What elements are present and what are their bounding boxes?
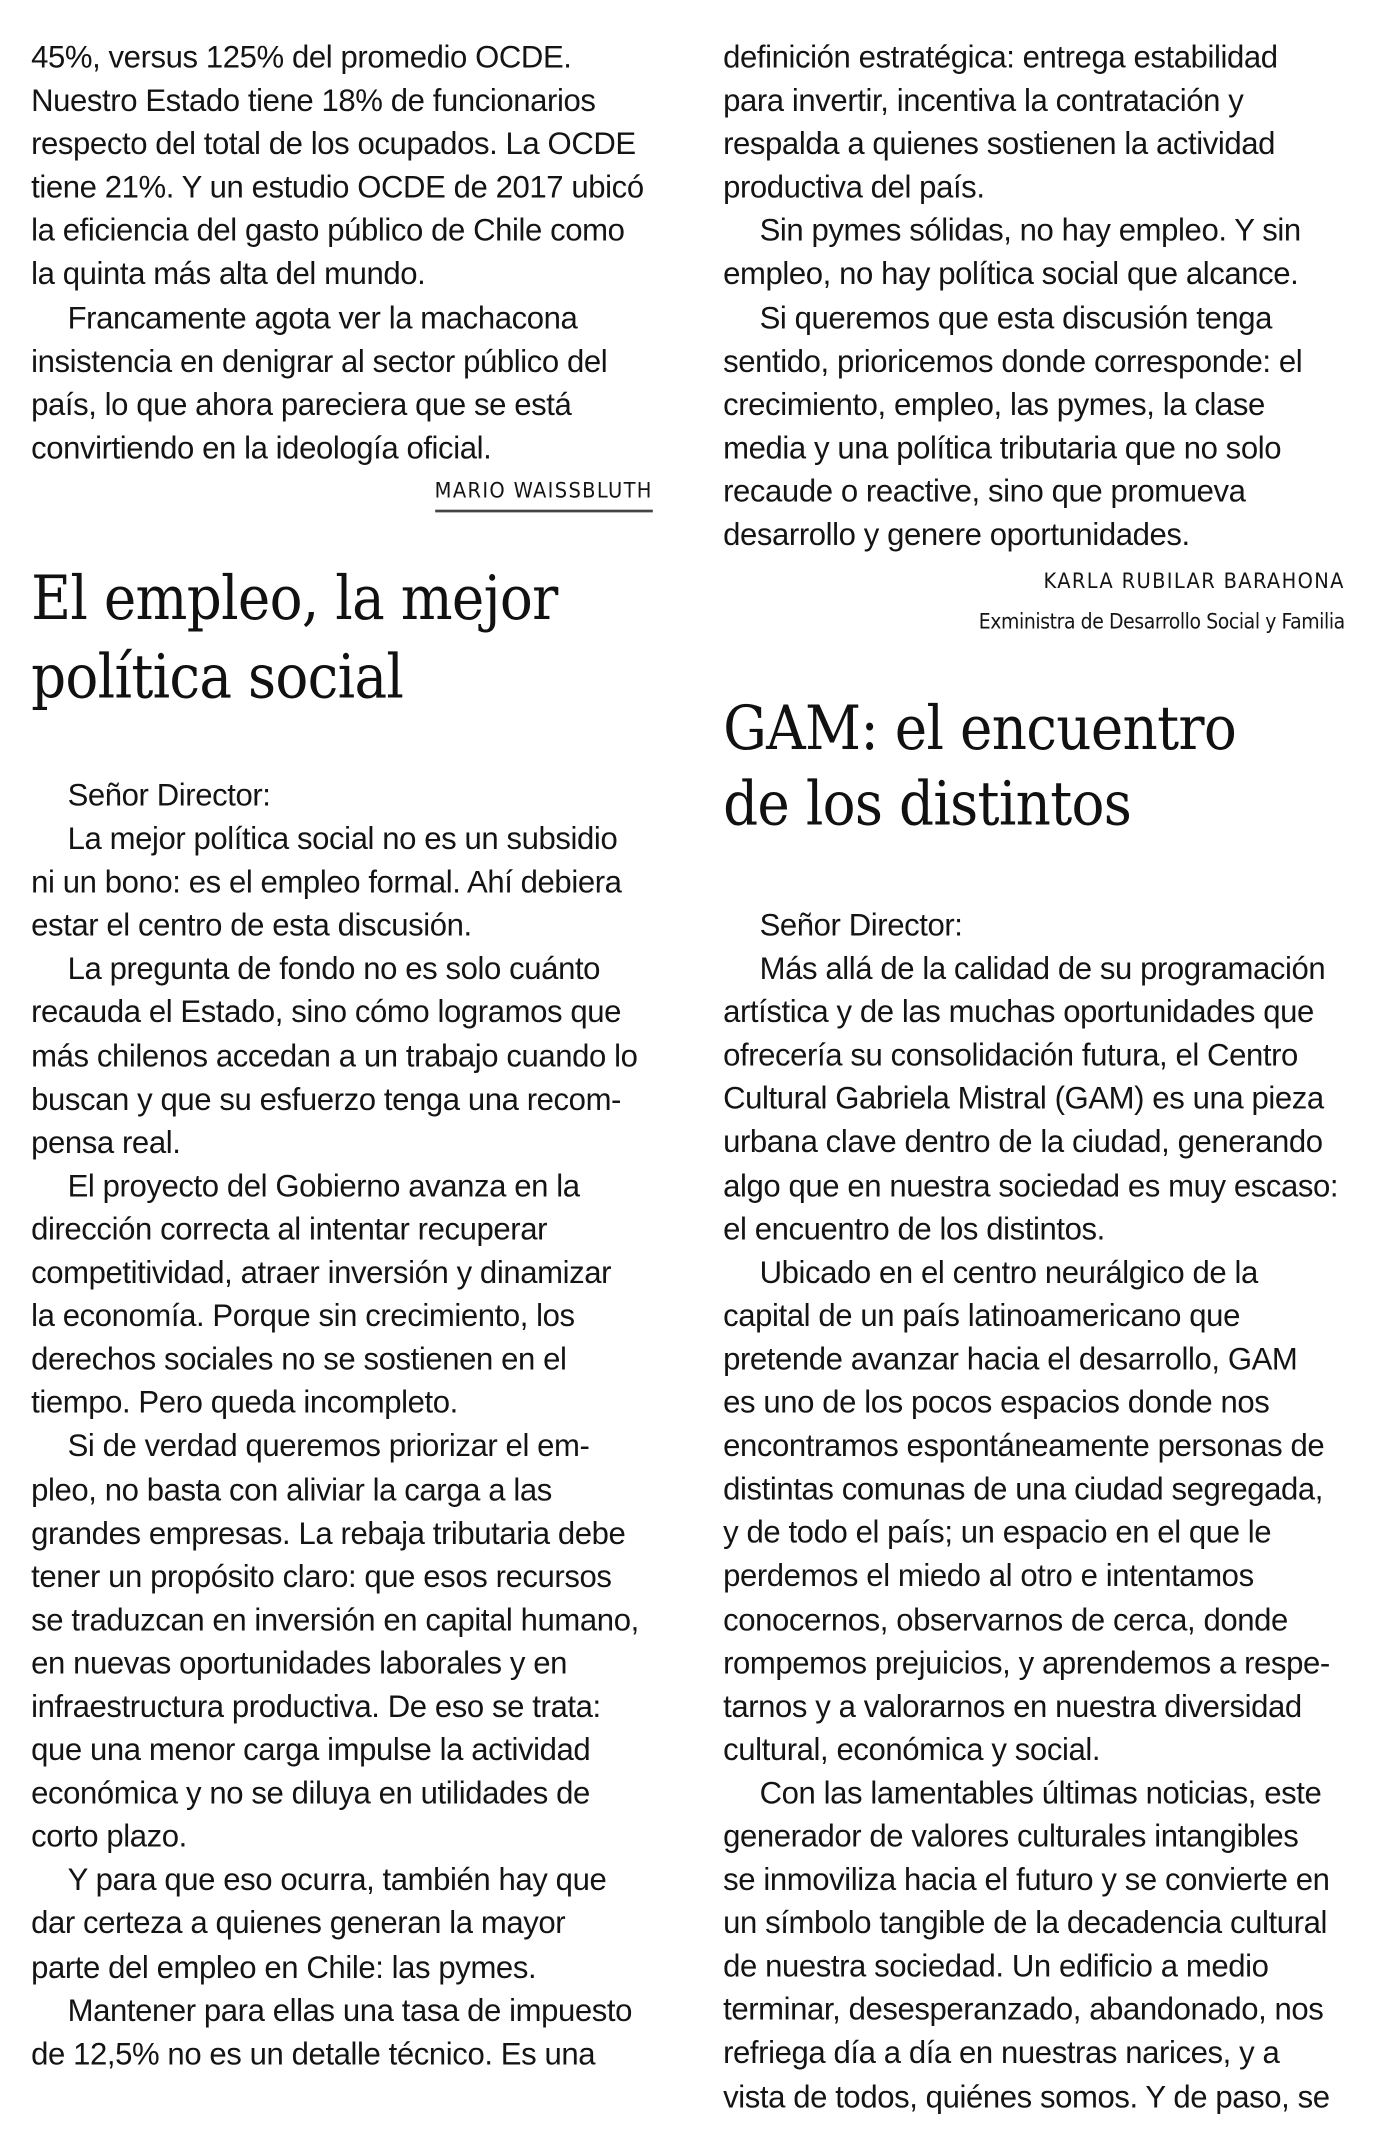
author-signature bbox=[31, 475, 653, 513]
text-line: buscan y que su esfuerzo tenga una recom- bbox=[31, 1081, 622, 1117]
text-line: competitividad, atraer inversión y dinamizar bbox=[31, 1254, 612, 1290]
text-line: rompemos prejuicios, y aprendemos a respe- bbox=[723, 1644, 1330, 1680]
text-line: un símbolo tangible de la decadencia cultural bbox=[723, 1905, 1327, 1941]
text-line: productiva del país. bbox=[723, 169, 985, 205]
text-line: grandes empresas. La rebaja tributaria debe bbox=[31, 1514, 626, 1551]
text-line: La pregunta de fondo no es solo cuánto bbox=[67, 950, 601, 987]
letter-headline bbox=[31, 564, 680, 713]
paragraph bbox=[723, 295, 1345, 555]
text-line: tiempo. Pero queda incompleto. bbox=[31, 1384, 458, 1420]
text-line: la eficiencia del gasto público de Chile como bbox=[31, 212, 625, 248]
text-line: respalda a quienes sostienen la actividad bbox=[723, 125, 1276, 162]
text-line: Francamente agota ver la machacona bbox=[67, 299, 578, 335]
text-line: conocernos, observarnos de cerca, donde bbox=[723, 1601, 1288, 1637]
continuation-paragraph bbox=[31, 35, 653, 295]
text-line: Si de verdad queremos priorizar el em- bbox=[67, 1428, 590, 1464]
text-line: Mantener para ellas una tasa de impuesto bbox=[67, 1992, 633, 2028]
letter-body bbox=[31, 773, 653, 2075]
text-line: vista de todos, quiénes somos. Y de paso, se bbox=[723, 2078, 1330, 2114]
text-line: corto plazo. bbox=[31, 1818, 187, 1854]
text-line: infraestructura productiva. De eso se trata: bbox=[31, 1688, 601, 1724]
text-line: convirtiendo en la ideología oficial. bbox=[31, 429, 492, 465]
previous-letter-continuation bbox=[31, 35, 653, 469]
paragraph bbox=[31, 947, 653, 1164]
text-line: sentido, prioricemos donde corresponde: el bbox=[723, 342, 1303, 379]
paragraph bbox=[723, 946, 1345, 1250]
text-line: la quinta más alta del mundo. bbox=[31, 256, 426, 292]
text-line: estar el centro de esta discusión. bbox=[31, 907, 472, 943]
text-line: Cultural Gabriela Mistral (GAM) es una pieza bbox=[723, 1080, 1324, 1116]
text-line: Con las lamentables últimas noticias, este bbox=[759, 1774, 1322, 1811]
text-line: para invertir, incentiva la contratación y bbox=[723, 82, 1244, 118]
text-line: urbana clave dentro de la ciudad, generando bbox=[723, 1124, 1323, 1160]
text-line: se inmoviliza hacia el futuro y se convierte en bbox=[723, 1861, 1330, 1897]
text-line: el encuentro de los distintos. bbox=[723, 1210, 1105, 1246]
paragraph bbox=[31, 817, 653, 947]
text-line: Y para que eso ocurra, también hay que bbox=[67, 1862, 607, 1898]
text-line: tener un propósito claro: que esos recursos bbox=[31, 1558, 612, 1594]
paragraph bbox=[31, 1858, 653, 1988]
text-line: terminar, desesperanzado, abandonado, nos bbox=[723, 1991, 1324, 2027]
headline-line: política social bbox=[31, 640, 404, 713]
letter-continuation bbox=[723, 35, 1345, 556]
text-line: Más allá de la calidad de su programación bbox=[759, 950, 1326, 986]
author-affiliation: Exministra de Desarrollo Social y Familia bbox=[978, 609, 1345, 635]
text-line: la economía. Porque sin crecimiento, los bbox=[31, 1297, 575, 1334]
text-line: pleo, no basta con aliviar la carga a las bbox=[31, 1471, 552, 1507]
text-line: encontramos espontáneamente personas de bbox=[723, 1427, 1325, 1463]
text-line: generador de valores culturales intangibles bbox=[723, 1818, 1299, 1854]
text-line: ofrecería su consolidación futura, el Centro bbox=[723, 1037, 1298, 1073]
letter-headline bbox=[723, 694, 1372, 840]
text-line: desarrollo y genere oportunidades. bbox=[723, 516, 1190, 552]
text-line: que una menor carga impulse la actividad bbox=[31, 1731, 591, 1768]
text-line: tiene 21%. Y un estudio OCDE de 2017 ubicó bbox=[31, 169, 644, 205]
text-line: de 12,5% no es un detalle técnico. Es una bbox=[31, 2035, 596, 2071]
text-line: país, lo que ahora pareciera que se está bbox=[31, 386, 572, 422]
headline-line: de los distintos bbox=[723, 767, 1132, 840]
text-line: ni un bono: es el empleo formal. Ahí debiera bbox=[31, 864, 622, 900]
text-line: cultural, económica y social. bbox=[723, 1731, 1101, 1767]
text-line: recaude o reactive, sino que promueva bbox=[723, 473, 1246, 509]
text-line: insistencia en denigrar al sector público del bbox=[31, 342, 608, 379]
text-line: Si queremos que esta discusión tenga bbox=[759, 299, 1273, 335]
paragraph bbox=[31, 1424, 653, 1858]
text-line: pretende avanzar hacia el desarrollo, GAM bbox=[723, 1340, 1298, 1377]
text-line: económica y no se diluya en utilidades de bbox=[31, 1775, 590, 1811]
text-line: Ubicado en el centro neurálgico de la bbox=[759, 1254, 1258, 1290]
text-line: recauda el Estado, sino cómo logramos que bbox=[31, 994, 622, 1030]
text-line: perdemos el miedo al otro e intentamos bbox=[723, 1557, 1254, 1594]
text-line: La mejor política social no es un subsidio bbox=[67, 820, 618, 856]
text-line: 45%, versus 125% del promedio OCDE. bbox=[31, 39, 572, 75]
text-line: Nuestro Estado tiene 18% de funcionarios bbox=[31, 82, 596, 118]
text-line: El proyecto del Gobierno avanza en la bbox=[67, 1167, 580, 1203]
paragraph bbox=[31, 1988, 653, 2075]
text-line: es uno de los pocos espacios donde nos bbox=[723, 1384, 1270, 1420]
text-line: crecimiento, empleo, las pymes, la clase bbox=[723, 386, 1265, 422]
salutation: Señor Director: bbox=[759, 907, 963, 943]
text-line: y de todo el país; un espacio en el que le bbox=[723, 1514, 1272, 1550]
salutation: Señor Director: bbox=[67, 777, 271, 813]
text-line: capital de un país latinoamericano que bbox=[723, 1297, 1240, 1333]
headline-line: El empleo, la mejor bbox=[31, 562, 558, 635]
text-line: dirección correcta al intentar recuperar bbox=[31, 1211, 548, 1247]
text-line: pensa real. bbox=[31, 1124, 181, 1160]
text-line: empleo, no hay política social que alcance. bbox=[723, 256, 1299, 292]
continuation-paragraph bbox=[31, 295, 653, 469]
text-line: derechos sociales no se sostienen en el bbox=[31, 1341, 567, 1377]
text-line: parte del empleo en Chile: las pymes. bbox=[31, 1948, 537, 1984]
text-line: se traduzcan en inversión en capital humano, bbox=[31, 1601, 639, 1637]
text-line: refriega día a día en nuestras narices, y a bbox=[723, 2035, 1280, 2071]
author-signature: KARLA RUBILAR BARAHONA bbox=[1043, 567, 1345, 594]
headline-line: GAM: el encuentro bbox=[723, 692, 1237, 764]
paragraph bbox=[31, 1164, 653, 1424]
text-line: algo que en nuestra sociedad es muy escaso: bbox=[723, 1167, 1339, 1203]
text-line: tarnos y a valorarnos en nuestra diversidad bbox=[723, 1688, 1302, 1724]
text-line: definición estratégica: entrega estabilidad bbox=[723, 39, 1278, 75]
text-line: artística y de las muchas oportunidades que bbox=[723, 993, 1314, 1030]
text-line: en nuevas oportunidades laborales y en bbox=[31, 1645, 568, 1681]
paragraph bbox=[723, 35, 1345, 209]
paragraph bbox=[723, 1771, 1345, 2118]
text-line: media y una política tributaria que no solo bbox=[723, 429, 1282, 465]
signature-text: MARIO WAISSBLUTH bbox=[435, 475, 653, 513]
paragraph bbox=[723, 209, 1345, 296]
text-line: distintas comunas de una ciudad segregada, bbox=[723, 1471, 1324, 1507]
letter-body bbox=[723, 903, 1345, 2118]
paragraph bbox=[723, 1250, 1345, 1771]
text-line: dar certeza a quienes generan la mayor bbox=[31, 1905, 566, 1941]
text-line: respecto del total de los ocupados. La OCDE bbox=[31, 125, 636, 162]
text-line: Sin pymes sólidas, no hay empleo. Y sin bbox=[759, 212, 1301, 248]
text-line: de nuestra sociedad. Un edificio a medio bbox=[723, 1948, 1269, 1984]
text-line: más chilenos accedan a un trabajo cuando lo bbox=[31, 1037, 638, 1073]
